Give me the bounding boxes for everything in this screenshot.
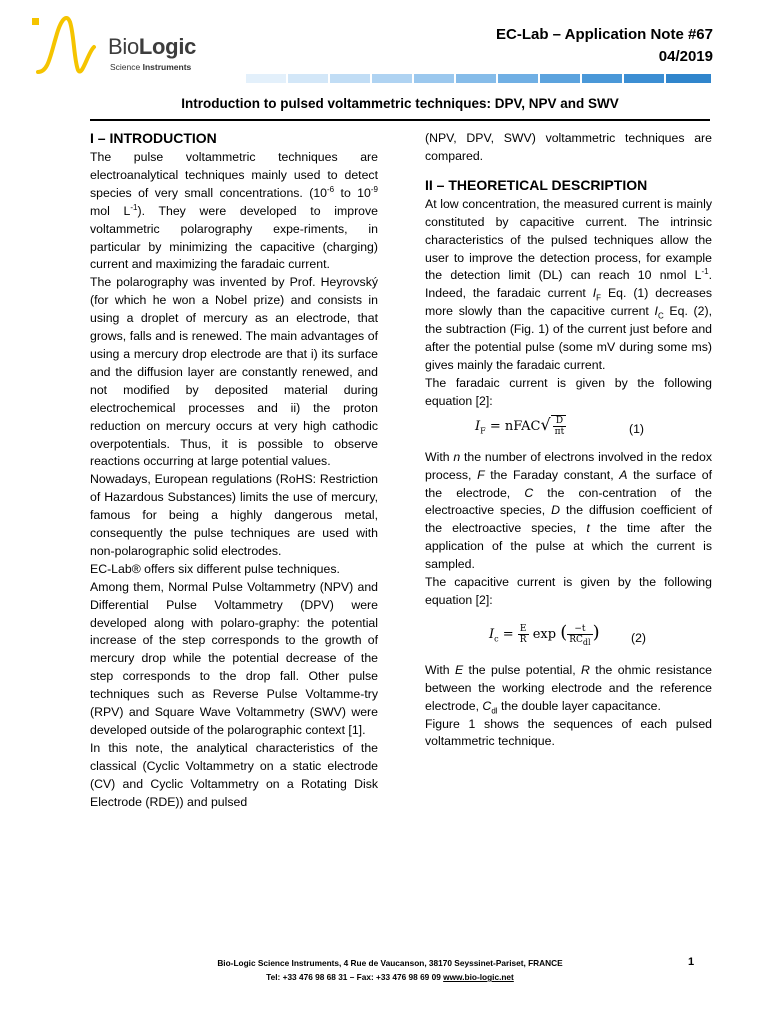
footer-contact: Tel: +33 476 98 68 31 – Fax: +33 476 98 69 09 www.bio-logic.net [266,972,514,982]
biologic-logo [30,12,230,90]
equation-2: $I_c$ = $\frac{E}{R}$ exp ( $\frac{-t}{RC_{dl}}$ ) (2) [489,621,646,647]
paragraph: With n the number of electrons involved in the redox process, F the Faraday constant, A the surface of the electrode, C the con-centration of the electroactive species, D the diffusion coefficient of the electroactive species, t the time after the application of the pulse at which the current is sampled. [425,449,712,572]
right-column [425,130,712,751]
footer-address: Bio-Logic Science Instruments, 4 Rue de Vaucanson, 38170 Seyssinet-Pariset, FRANCE [217,958,563,968]
paragraph: EC-Lab® offers six different pulse techniques. [90,561,340,576]
paragraph: Figure 1 shows the sequences of each pulsed voltammetric technique. [425,716,712,749]
website-link[interactable]: www.bio-logic.net [443,972,514,982]
equation-number: (1) [628,421,644,436]
title-divider [90,119,710,121]
header-color-bar [246,74,711,83]
paragraph: At low concentration, the measured current is mainly constituted by capacitive current. The intrinsic characteristics of the pulsed techniques allow the user to improve the detection process, for example the detection limit (DL) can reach 10 nmol $L^{-1}$. Indeed, the faradaic current $I_F$ Eq. (1) decreases more slowly than the capacitive current $I_C$ Eq. (2), the subtraction (Fig. 1) of the current just before and after the potential pulse (some mV during some ms) gives mainly the faradaic current. [425,196,712,372]
document-title: Introduction to pulsed voltammetric techniques: DPV, NPV and SWV [181,96,619,111]
paragraph: Among them, Normal Pulse Voltammetry (NPV) and Differential Pulse Voltammetry (DPV) were developed along with polaro-graphy: the potential increase of the step corresponds to the growth of mercury drop while the potential decrease of the step corresponds to the drop fall. Other pulse techniques such as Reverse Pulse Voltamme-try (RPV) and Square Wave Voltammetry (SWV) were developed outside of the polarographic context [1]. [90,579,378,737]
paragraph: With E the pulse potential, R the ohmic resistance between the working electrode and the reference electrode, $C_{dl}$ the double layer capacitance. [425,662,712,716]
application-note-title: EC-Lab – Application Note #67 [496,26,713,43]
brand-subtitle: Science Instruments [110,62,192,72]
section-heading-theory: II – THEORETICAL DESCRIPTION [425,176,648,193]
equation-1: $I_F$ = nFAC√ $\frac{D}{\pi t}$ (1) [475,414,644,437]
paragraph: The faradaic current is given by the following equation [2]: [425,375,712,408]
paragraph: In this note, the analytical characteristics of the classical (Cyclic Voltammetry on a static electrode (CV) and Cyclic Voltammetry on a Rotating Disk Electrode (RDE)) and pulsed [90,740,378,809]
brand-name: BioLogic [108,34,197,59]
equation-number: (2) [630,630,646,645]
application-note-date: 04/2019 [658,48,713,65]
page-footer [90,956,690,984]
section-heading-introduction: I – INTRODUCTION [90,130,217,146]
paragraph: The pulse voltammetric techniques are electroanalytical techniques mainly used to detect species of very small concentrations. ($10^{-6}$ to $10^{-9}$ mol $L^{-1}$). They were developed to improve voltammetric polarography expe-riments, in particular by minimizing the capacitive (charging) current and maximizing the faradaic current. [90,150,378,272]
paragraph: The capacitive current is given by the following equation [2]: [425,575,712,607]
paragraph: The polarography was invented by Prof. Heyrovský (for which he won a Nobel prize) and consists in using a droplet of mercury as an electrode, that grows, falls and is renewed. The main advantages of using a mercury drop electrode are that i) its surface and the diffusion layer are constantly renewed, and not modified by deposited material during electrochemical processes and ii) the proton reduction on mercury occurs at very high cathodic overpotentials. Thus, it is possible to observe reactions occurring at large potential values. [90,275,378,469]
paragraph: (NPV, DPV, SWV) voltammetric techniques are compared. [425,131,712,163]
page-number: 1 [688,956,695,968]
left-column [90,130,378,812]
paragraph: Nowadays, European regulations (RoHS: Restriction of Hazardous Substances) limits the use of mercury, famous for being a highly dangerous metal, consequently the pulse techniques are used with non-polarographic solid electrodes. [90,472,378,558]
